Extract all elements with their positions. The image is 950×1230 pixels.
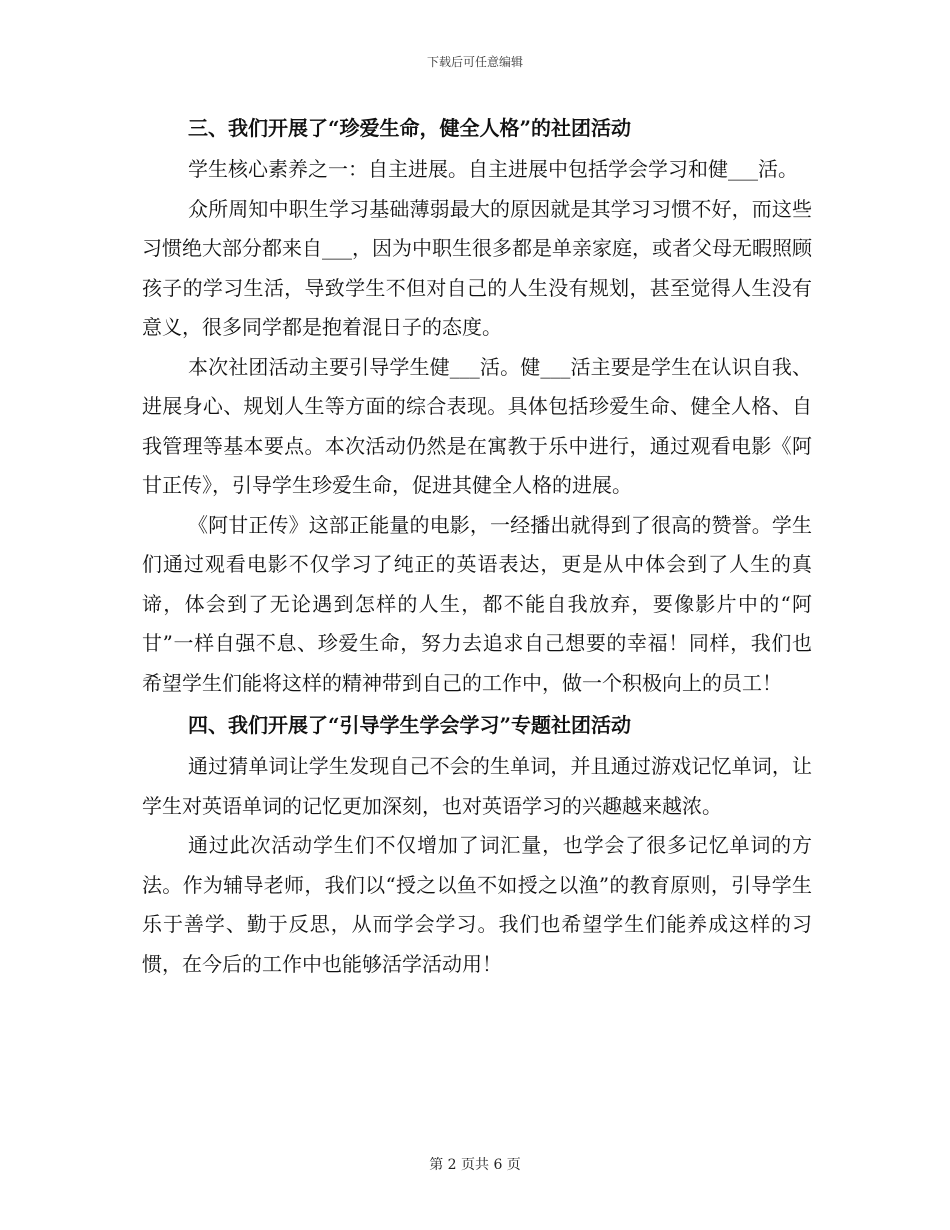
section-heading: 三、我们开展了“珍爱生命，健全人格”的社团活动 <box>188 116 632 140</box>
paragraph: 通过此次活动学生们不仅增加了词汇量，也学会了很多记忆单词的方法。作为辅导老师，我们以“授之以鱼不如授之以渔”的教育原则，引导学生乐于善学、勤于反思，从而学会学习。我们也希望学生们能养成这样的习惯，在今后的工作中也能够活学活动用！ <box>142 833 812 976</box>
page-number: 第 2 页共 6 页 <box>429 1157 521 1173</box>
document-body <box>142 106 812 984</box>
paragraph: 通过猜单词让学生发现自己不会的生单词，并且通过游戏记忆单词，让学生对英语单词的记忆更加深刻，也对英语学习的兴趣越来越浓。 <box>142 754 812 818</box>
section-three <box>142 106 812 703</box>
paragraph: 众所周知中职生学习基础薄弱最大的原因就是其学习习惯不好，而这些习惯绝大部分都来自___，因为中职生很多都是单亲家庭，或者父母无暇照顾孩子的学习生活，导致学生不但对自己的人生没有规划，甚至觉得人生没有意义，很多同学都是抱着混日子的态度。 <box>142 196 812 339</box>
page-header-note: 下载后可任意编辑 <box>426 55 523 69</box>
paragraph: 学生核心素养之一：自主进展。自主进展中包括学会学习和健___活。 <box>188 157 798 181</box>
paragraph: 本次社团活动主要引导学生健___活。健___活主要是学生在认识自我、进展身心、规划人生等方面的综合表现。具体包括珍爱生命、健全人格、自我管理等基本要点。本次活动仍然是在寓教于乐中进行，通过观看电影《阿甘正传》，引导学生珍爱生命，促进其健全人格的进展。 <box>142 354 812 497</box>
paragraph: 《阿甘正传》这部正能量的电影，一经播出就得到了很高的赞誉。学生们通过观看电影不仅学习了纯正的英语表达，更是从中体会到了人生的真谛，体会到了无论遇到怎样的人生，都不能自我放弃，要像影片中的“阿甘”一样自强不息、珍爱生命，努力去追求自己想要的幸福！同样，我们也希望学生们能将这样的精神带到自己的工作中，做一个积极向上的员工！ <box>142 512 812 695</box>
section-four <box>142 703 812 984</box>
section-heading: 四、我们开展了“引导学生学会学习”专题社团活动 <box>188 713 632 737</box>
